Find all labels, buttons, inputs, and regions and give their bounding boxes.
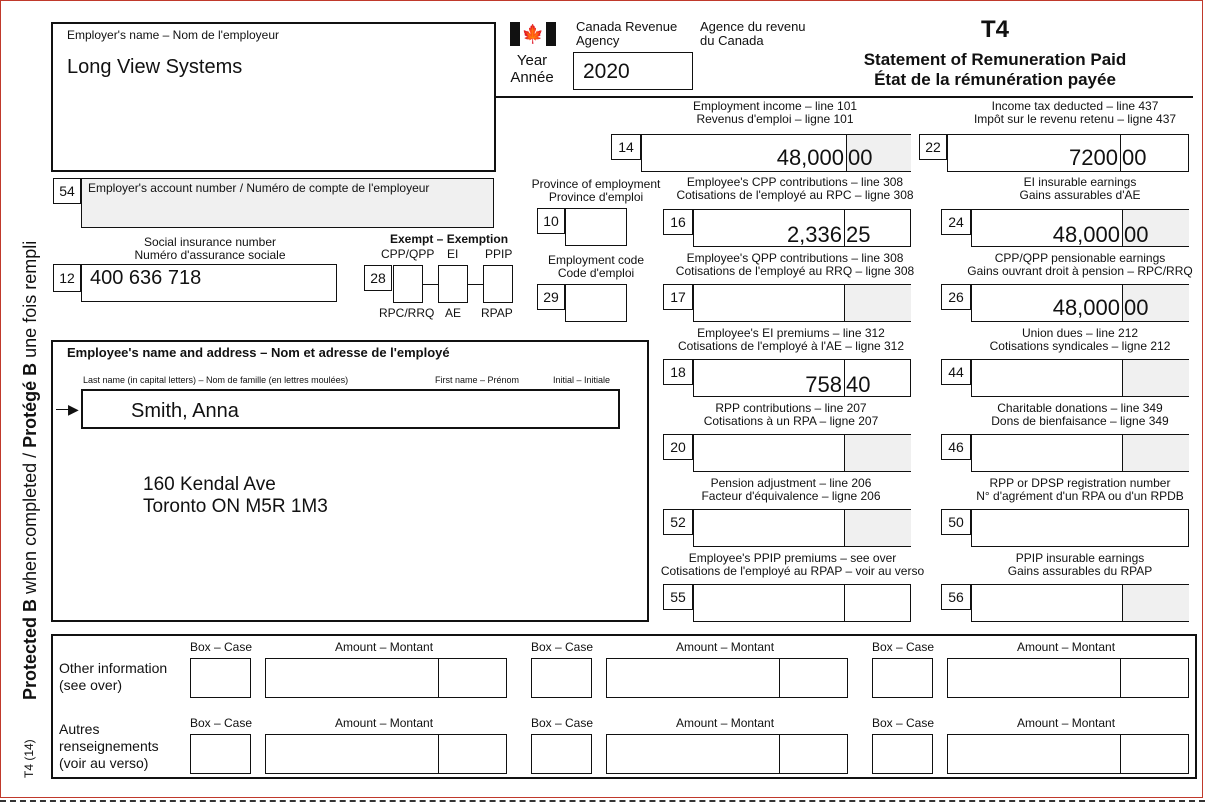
box-number-29: 29: [537, 284, 565, 310]
province-label: Province of employment Province d'emploi: [531, 177, 661, 204]
sin-field[interactable]: [81, 264, 337, 302]
other-amount-label: Amount – Montant: [676, 716, 775, 730]
rpp-registration-field[interactable]: [971, 509, 1189, 547]
box-number-26: 26: [941, 284, 971, 310]
pensionable-dollars: 48,000: [1052, 295, 1120, 320]
income-tax-deducted-field[interactable]: [947, 134, 1189, 172]
exempt-rpc-label: RPC/RRQ: [379, 306, 435, 320]
rpp-contributions-field[interactable]: [693, 434, 911, 472]
employer-account-label: Employer's account number / Numéro de compte de l'employeur: [88, 181, 430, 195]
employer-name-box[interactable]: [51, 22, 496, 172]
other-amount-label: Amount – Montant: [1017, 640, 1116, 654]
initial-label: Initial – Initiale: [553, 375, 611, 385]
exempt-rpap-label: RPAP: [481, 306, 513, 320]
box-number-50: 50: [941, 509, 971, 535]
box-46-label: Charitable donations – line 349 Dons de bienfaisance – ligne 349: [991, 401, 1169, 428]
cpp-dollars: 2,336: [786, 222, 842, 247]
ppip-insurable-earnings-field[interactable]: [971, 584, 1189, 622]
other-amount-label: Amount – Montant: [335, 716, 434, 730]
other-box-label: Box – Case: [531, 640, 594, 654]
other-amount-field-2[interactable]: [606, 658, 848, 698]
other-amount-label: Amount – Montant: [676, 640, 775, 654]
employment-code-field[interactable]: [565, 284, 627, 322]
exempt-cpp-checkbox[interactable]: [393, 265, 423, 303]
box-number-10: 10: [537, 208, 565, 234]
box-number-12: 12: [53, 264, 81, 292]
box-50-label: RPP or DPSP registration number N° d'agrément d'un RPA ou d'un RPDB: [976, 476, 1184, 503]
employment-income-field[interactable]: [641, 134, 911, 172]
last-name-label: Last name (in capital letters) – Nom de famille (en lettres moulées): [83, 375, 349, 385]
other-box-code-field-4[interactable]: [190, 734, 251, 774]
ppip-premiums-field[interactable]: [693, 584, 911, 622]
tear-line: [0, 800, 1205, 802]
sin-value: 400 636 718: [90, 267, 202, 289]
exempt-ae-label: AE: [445, 306, 462, 320]
pensionable-earnings-field[interactable]: [971, 284, 1189, 322]
ei-premiums-field[interactable]: [693, 359, 911, 397]
first-name-label: First name – Prénom: [435, 375, 520, 385]
employer-name: Long View Systems: [67, 56, 243, 78]
income-tax-dollars: 7200: [1069, 145, 1118, 170]
other-box-code-field-1[interactable]: [190, 658, 251, 698]
other-amount-field-5[interactable]: [606, 734, 848, 774]
box-55-label: Employee's PPIP premiums – see over Cotisations de l'employé au RPAP – voir au verso: [660, 551, 925, 578]
exempt-title: Exempt – Exemption: [390, 232, 509, 246]
other-amount-field-1[interactable]: [265, 658, 507, 698]
other-amount-field-4[interactable]: [265, 734, 507, 774]
other-box-code-field-3[interactable]: [872, 658, 933, 698]
other-box-label: Box – Case: [190, 640, 253, 654]
year-field[interactable]: 2020: [573, 52, 693, 90]
cpp-contributions-field[interactable]: [693, 209, 911, 247]
ei-premiums-dollars: 758: [805, 372, 842, 397]
box-number-18: 18: [663, 359, 693, 385]
employment-code-label: Employment code Code d'emploi: [547, 253, 645, 280]
box-number-54: 54: [53, 178, 81, 204]
pension-adjustment-field[interactable]: [693, 509, 911, 547]
qpp-contributions-field[interactable]: [693, 284, 911, 322]
exempt-ei-checkbox[interactable]: [438, 265, 468, 303]
protected-b-notice: Protected B when completed / Protégé B une fois rempli: [20, 240, 40, 700]
other-box-label: Box – Case: [190, 716, 253, 730]
box-number-14: 14: [611, 134, 641, 160]
agency-fr: Agence du revenu du Canada: [700, 19, 806, 48]
box-44-label: Union dues – line 212 Cotisations syndicales – ligne 212: [989, 326, 1171, 353]
employer-account-field[interactable]: [81, 178, 494, 228]
box-26-label: CPP/QPP pensionable earnings Gains ouvrant droit à pension – RPC/RRQ: [967, 251, 1193, 278]
other-amount-field-6[interactable]: [947, 734, 1189, 774]
other-box-code-field-6[interactable]: [872, 734, 933, 774]
other-box-label: Box – Case: [531, 716, 594, 730]
box-number-17: 17: [663, 284, 693, 310]
other-information-label: Other information (see over): [59, 660, 168, 693]
other-box-code-field-2[interactable]: [531, 658, 592, 698]
box-number-22: 22: [919, 134, 947, 160]
employee-name: Smith, Anna: [131, 400, 239, 422]
box-number-44: 44: [941, 359, 971, 385]
box-number-56: 56: [941, 584, 971, 610]
form-title: Statement of Remuneration Paid État de la rémunération payée: [863, 50, 1127, 89]
union-dues-field[interactable]: [971, 359, 1189, 397]
employment-income-dollars: 48,000: [776, 145, 844, 170]
form-version: T4 (14): [22, 739, 36, 778]
box-14-label: Employment income – line 101 Revenus d'emploi – ligne 101: [692, 99, 858, 126]
ei-insurable-earnings-field[interactable]: [971, 209, 1189, 247]
box-17-label: Employee's QPP contributions – line 308 Cotisations de l'employé au RRQ – ligne 308: [675, 251, 915, 278]
canada-flag-icon: 🍁: [510, 22, 556, 46]
box-56-label: PPIP insurable earnings Gains assurables du RPAP: [1007, 551, 1153, 578]
header-rule: [495, 96, 1193, 98]
exempt-ei-label: EI: [447, 247, 459, 261]
address-line-2: Toronto ON M5R 1M3: [143, 496, 328, 517]
other-amount-label: Amount – Montant: [1017, 716, 1116, 730]
box-52-label: Pension adjustment – line 206 Facteur d'équivalence – ligne 206: [701, 476, 881, 503]
sin-label: Social insurance number Numéro d'assurance sociale: [134, 235, 286, 262]
other-box-code-field-5[interactable]: [531, 734, 592, 774]
box-number-20: 20: [663, 434, 693, 460]
other-box-label: Box – Case: [872, 716, 935, 730]
cpp-cents: 25: [846, 222, 871, 247]
employee-section-label: Employee's name and address – Nom et adresse de l'employé: [67, 345, 450, 360]
box-22-label: Income tax deducted – line 437 Impôt sur le revenu retenu – ligne 437: [973, 99, 1177, 126]
ei-earnings-dollars: 48,000: [1052, 222, 1120, 247]
ei-earnings-cents: 00: [1124, 222, 1149, 247]
arrow-right-icon: ▶: [68, 401, 79, 417]
ei-premiums-cents: 40: [846, 372, 871, 397]
box-16-label: Employee's CPP contributions – line 308 Cotisations de l'employé au RPC – ligne 308: [676, 175, 914, 202]
other-amount-label: Amount – Montant: [335, 640, 434, 654]
exempt-ppip-label: PPIP: [485, 247, 513, 261]
pensionable-cents: 00: [1124, 295, 1149, 320]
box-number-46: 46: [941, 434, 971, 460]
exempt-cpp-label: CPP/QPP: [381, 247, 435, 261]
box-number-28: 28: [364, 265, 392, 291]
agency-en: Canada Revenue Agency: [576, 19, 678, 48]
employee-address: [143, 474, 328, 518]
autres-renseignements-label: Autres renseignements (voir au verso): [59, 721, 159, 771]
exempt-ppip-checkbox[interactable]: [483, 265, 513, 303]
form-code: T4: [980, 16, 1009, 43]
employer-name-label: Employer's name – Nom de l'employeur: [67, 28, 280, 42]
employee-section: [51, 340, 649, 622]
box-24-label: EI insurable earnings Gains assurables d'AE: [1019, 175, 1141, 202]
box-number-52: 52: [663, 509, 693, 535]
charitable-donations-field[interactable]: [971, 434, 1189, 472]
province-field[interactable]: [565, 208, 627, 246]
employee-name-field[interactable]: [81, 389, 620, 429]
income-tax-cents: 00: [1122, 145, 1147, 170]
box-number-55: 55: [663, 584, 693, 610]
employment-income-cents: 00: [848, 145, 873, 170]
box-20-label: RPP contributions – line 207 Cotisations à un RPA – ligne 207: [703, 401, 879, 428]
box-18-label: Employee's EI premiums – line 312 Cotisations de l'employé à l'AE – ligne 312: [677, 326, 905, 353]
other-box-label: Box – Case: [872, 640, 935, 654]
address-line-1: 160 Kendal Ave: [143, 474, 276, 495]
box-number-16: 16: [663, 209, 693, 235]
year-label: Year Année: [510, 52, 554, 86]
box-number-24: 24: [941, 209, 971, 235]
other-amount-field-3[interactable]: [947, 658, 1189, 698]
